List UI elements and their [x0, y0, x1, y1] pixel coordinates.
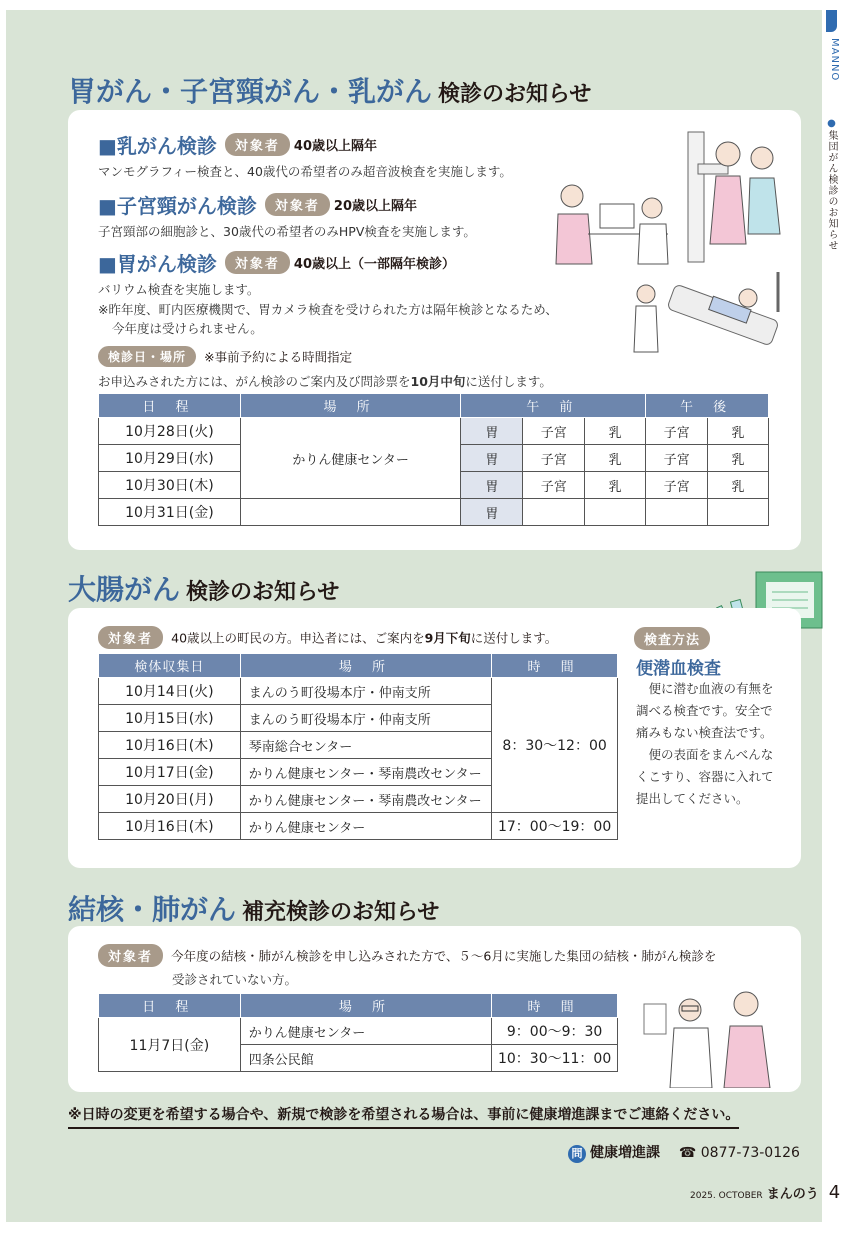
stomach-heading-row — [98, 248, 455, 277]
section3-audience-line1: 今年度の結核・肺がん検診を申し込みされた方で、５～6月に実施した集団の結核・肺がん検診を — [171, 948, 717, 964]
contact — [568, 1142, 800, 1163]
exam-cell: 乳 — [585, 418, 646, 445]
stomach-desc: バリウム検査を実施します。 — [98, 282, 260, 297]
mammography-illustration — [548, 124, 788, 274]
breast-desc: マンモグラフィー検査と、40歳代の希望者のみ超音波検査を実施します。 — [98, 164, 512, 179]
exam-cell: 胃 — [461, 472, 523, 499]
date-pill-row — [98, 346, 352, 367]
cervical-heading: ■子宮頸がん検診 — [98, 194, 257, 218]
page-info — [690, 1182, 840, 1203]
cervical-heading-row — [98, 190, 417, 219]
section3-title-sub: 補充検診のお知らせ — [242, 900, 440, 925]
section1-title — [68, 70, 591, 110]
send-notice — [98, 372, 552, 390]
method-pill-wrap — [634, 627, 710, 650]
section3-card — [68, 926, 801, 1092]
date-cell: 10月31日(金) — [99, 499, 241, 526]
exam-cell — [708, 499, 769, 526]
date-cell: 11月7日(金) — [99, 1018, 241, 1072]
place-cell-empty — [240, 499, 461, 526]
date-cell: 10月14日(火) — [99, 678, 241, 705]
table-row — [99, 499, 769, 526]
exam-cell: 胃 — [461, 445, 523, 472]
method-title: 便潜血検査 — [636, 659, 721, 679]
stomach-audience-pill: 対象者 — [225, 251, 290, 274]
contact-dept: 健康増進課 — [590, 1145, 660, 1161]
table-row — [99, 678, 618, 705]
place-cell: かりん健康センター — [240, 1018, 491, 1045]
table-row — [99, 1018, 618, 1045]
section3-audience-line2: 受診されていない方。 — [172, 972, 298, 987]
date-cell: 10月16日(木) — [99, 732, 241, 759]
side-label: MANNO — [829, 38, 840, 82]
cervical-audience: 20歳以上隔年 — [333, 199, 418, 214]
date-cell: 10月28日(火) — [99, 418, 241, 445]
exam-cell — [585, 499, 646, 526]
page-number: 4 — [828, 1182, 841, 1203]
section1-title-sub: 検診のお知らせ — [438, 82, 592, 107]
table-header-row — [99, 994, 618, 1018]
time-cell: 10：30～11：00 — [492, 1045, 618, 1072]
header-pm: 午 後 — [646, 394, 769, 418]
date-cell: 10月29日(水) — [99, 445, 241, 472]
send-notice-pre: お申込みされた方には、がん検診のご案内及び問診票を — [98, 374, 411, 389]
section3-title-main: 結核・肺がん — [68, 893, 237, 926]
contact-phone: ☎ 0877-73-0126 — [678, 1145, 800, 1161]
stomach-heading: ■胃がん検診 — [98, 252, 217, 276]
section1-card — [68, 110, 801, 550]
exam-cell: 乳 — [708, 418, 769, 445]
place-cell: かりん健康センター・琴南農改センター — [240, 759, 491, 786]
section3-audience-row — [98, 944, 716, 967]
side-section-text: 集団がん検診のお知らせ — [826, 130, 837, 251]
table-row — [99, 813, 618, 840]
section3-schedule-table — [98, 993, 618, 1072]
exam-cell: 胃 — [461, 499, 523, 526]
stomach-audience: 40歳以上（一部隔年検診） — [293, 257, 456, 272]
barium-exam-illustration — [628, 272, 798, 372]
breast-heading-row — [98, 130, 377, 159]
time-cell: 8：30～12：00 — [492, 678, 618, 813]
section2-audience-bold: 9月下旬 — [424, 630, 471, 646]
side-section-label: ●集団がん検診のお知らせ — [826, 118, 837, 251]
place-cell: かりん健康センター — [240, 813, 491, 840]
date-note: ※事前予約による時間指定 — [204, 349, 353, 365]
exam-cell: 子宮 — [523, 418, 585, 445]
date-cell: 10月16日(木) — [99, 813, 241, 840]
place-cell: かりん健康センター — [240, 418, 461, 499]
place-cell: まんのう町役場本庁・仲南支所 — [240, 678, 491, 705]
place-cell: 四条公民館 — [240, 1045, 491, 1072]
footer-notice: ※日時の変更を希望する場合や、新規で検診を希望される場合は、事前に健康増進課までご連絡ください。 — [68, 1104, 739, 1129]
header-time: 時 間 — [492, 654, 618, 678]
method-description — [636, 678, 778, 810]
breast-audience-pill: 対象者 — [225, 133, 290, 156]
date-cell: 10月15日(水) — [99, 705, 241, 732]
date-cell: 10月20日(月) — [99, 786, 241, 813]
method-paragraph: 便の表面をまんべんなくこすり、容器に入れて提出してください。 — [636, 747, 774, 806]
exam-cell: 胃 — [461, 418, 523, 445]
send-notice-bold: 10月中旬 — [410, 374, 466, 389]
exam-cell: 乳 — [708, 472, 769, 499]
publication-brand: まんのう — [766, 1187, 819, 1202]
send-notice-post: に送付します。 — [465, 374, 552, 389]
section3-audience-pill: 対象者 — [98, 944, 163, 967]
issue-date: 2025. OCTOBER — [690, 1191, 763, 1201]
method-paragraph: 便に潜む血液の有無を調べる検査です。安全で痛みもない検査法です。 — [636, 681, 774, 740]
header-place: 場 所 — [240, 994, 491, 1018]
section2-title-main: 大腸がん — [68, 573, 181, 606]
place-cell: まんのう町役場本庁・仲南支所 — [240, 705, 491, 732]
section2-audience-pill: 対象者 — [98, 626, 163, 649]
section3-title — [68, 888, 439, 928]
section2-audience-row — [98, 626, 557, 649]
breast-heading: ■乳がん検診 — [98, 134, 217, 158]
exam-cell — [646, 499, 708, 526]
section2-title — [68, 568, 339, 608]
method-pill: 検査方法 — [634, 627, 710, 650]
section2-schedule-table — [98, 653, 618, 840]
inquiry-icon: 問 — [568, 1145, 586, 1163]
section2-audience-pre: 40歳以上の町民の方。申込者には、ご案内を — [171, 630, 425, 646]
table-header-row — [99, 394, 769, 418]
time-cell: 17：00～19：00 — [492, 813, 618, 840]
exam-cell: 子宮 — [646, 472, 708, 499]
section2-audience-post: に送付します。 — [470, 630, 558, 646]
date-place-pill: 検診日・場所 — [98, 346, 196, 367]
table-header-row — [99, 654, 618, 678]
time-cell: 9：00～9：30 — [492, 1018, 618, 1045]
exam-cell: 子宮 — [523, 445, 585, 472]
exam-cell: 乳 — [585, 472, 646, 499]
table-row — [99, 418, 769, 445]
date-cell: 10月17日(金) — [99, 759, 241, 786]
section2-audience — [171, 631, 557, 646]
section1-schedule-table — [98, 393, 769, 526]
section2-title-sub: 検診のお知らせ — [186, 580, 340, 605]
cervical-desc: 子宮頸部の細胞診と、30歳代の希望者のみHPV検査を実施します。 — [98, 224, 476, 239]
exam-cell: 子宮 — [646, 418, 708, 445]
date-cell: 10月30日(木) — [99, 472, 241, 499]
exam-cell: 子宮 — [523, 472, 585, 499]
exam-cell: 乳 — [708, 445, 769, 472]
exam-cell: 子宮 — [646, 445, 708, 472]
consultation-illustration — [638, 988, 788, 1088]
place-cell: 琴南総合センター — [240, 732, 491, 759]
header-am: 午 前 — [461, 394, 646, 418]
header-place: 場 所 — [240, 394, 461, 418]
stomach-note2: 今年度は受けられません。 — [112, 321, 263, 336]
header-date: 日 程 — [99, 394, 241, 418]
stomach-note1: ※昨年度、町内医療機関で、胃カメラ検査を受けられた方は隔年検診となるため、 — [98, 302, 558, 317]
cervical-audience-pill: 対象者 — [265, 193, 330, 216]
side-tab — [826, 10, 837, 32]
header-collection-date: 検体収集日 — [99, 654, 241, 678]
header-place: 場 所 — [240, 654, 491, 678]
header-time: 時 間 — [492, 994, 618, 1018]
exam-cell: 乳 — [585, 445, 646, 472]
section1-title-main: 胃がん・子宮頸がん・乳がん — [68, 75, 433, 108]
breast-audience: 40歳以上隔年 — [293, 139, 378, 154]
place-cell: かりん健康センター・琴南農改センター — [240, 786, 491, 813]
exam-cell — [523, 499, 585, 526]
header-date: 日 程 — [99, 994, 241, 1018]
